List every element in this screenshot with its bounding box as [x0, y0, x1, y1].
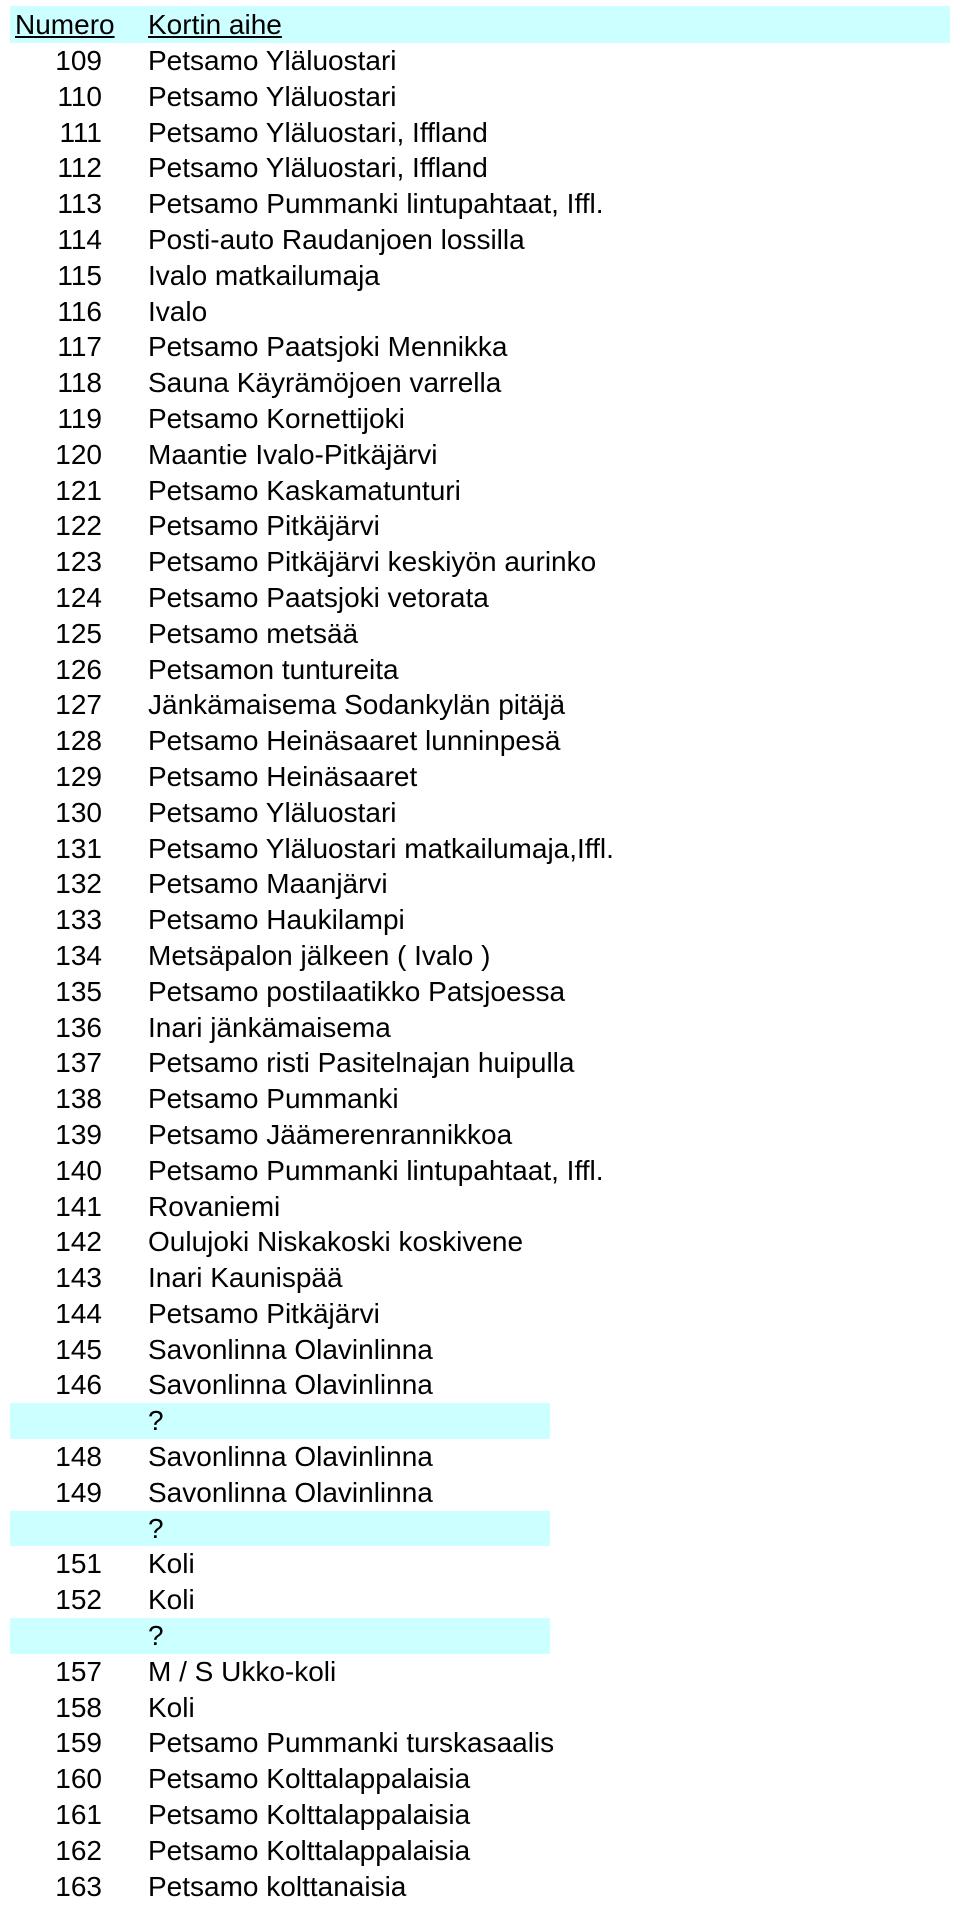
card-number: 157: [55, 1655, 102, 1687]
row-highlight: [10, 1618, 550, 1654]
card-number: 126: [55, 653, 102, 685]
card-number: 163: [55, 1870, 102, 1902]
card-number: 138: [55, 1083, 102, 1115]
card-number: 129: [55, 760, 102, 792]
card-subject: Savonlinna Olavinlinna: [148, 1333, 433, 1365]
subject-column-header: Kortin aihe: [148, 9, 282, 40]
table-row: [0, 866, 960, 902]
card-number: 125: [55, 617, 102, 649]
card-number: 140: [55, 1154, 102, 1186]
card-subject: Petsamo Kolttalappalaisia: [148, 1834, 471, 1866]
table-row: [0, 401, 960, 437]
card-number: 113: [57, 188, 102, 220]
table-row: [0, 1690, 960, 1726]
table-row: [0, 759, 960, 795]
table-row: [0, 150, 960, 186]
table-row: [0, 1475, 960, 1511]
rows-container: [0, 43, 960, 1904]
card-subject: Maantie Ivalo-Pitkäjärvi: [148, 438, 438, 470]
card-subject: Petsamo Pitkäjärvi keskiyön aurinko: [148, 546, 597, 578]
table-row: [0, 1153, 960, 1189]
card-subject: Petsamo Heinäsaaret: [148, 760, 418, 792]
table-row: [0, 365, 960, 401]
card-number: 131: [55, 832, 102, 864]
card-subject: Koli: [148, 1584, 195, 1616]
card-number: 110: [57, 80, 102, 112]
card-number: 116: [57, 295, 102, 327]
card-number: 143: [55, 1262, 102, 1294]
table-row: [0, 1833, 960, 1869]
table-row: [0, 508, 960, 544]
table-row: [0, 1869, 960, 1905]
table-row: [0, 1367, 960, 1403]
card-subject: Petsamo Paatsjoki Mennikka: [148, 331, 508, 363]
card-subject: Petsamo Heinäsaaret lunninpesä: [148, 725, 561, 757]
card-subject: Petsamo kolttanaisia: [148, 1870, 407, 1902]
card-subject: Petsamo Yläluostari matkailumaja,Iffl.: [148, 832, 614, 864]
number-column-header: Numero: [15, 9, 115, 40]
card-subject: Petsamo Kornettijoki: [148, 402, 405, 434]
table-row: [0, 1224, 960, 1260]
card-subject: Petsamo Yläluostari, Iffland: [148, 116, 488, 148]
card-subject: Petsamo risti Pasitelnajan huipulla: [148, 1047, 575, 1079]
table-row: [0, 115, 960, 151]
card-subject: Petsamo Pummanki lintupahtaat, Iffl.: [148, 1154, 604, 1186]
card-number: 120: [55, 438, 102, 470]
card-subject: Petsamo Kaskamatunturi: [148, 474, 461, 506]
card-number: 133: [55, 904, 102, 936]
table-row: [0, 1439, 960, 1475]
card-number: 145: [55, 1333, 102, 1365]
card-number: 148: [55, 1441, 102, 1473]
card-number: 123: [55, 546, 102, 578]
card-subject: Petsamo Yläluostari: [148, 796, 397, 828]
row-highlight: [10, 1511, 550, 1547]
card-number: 121: [55, 474, 102, 506]
card-subject: Petsamo Pummanki lintupahtaat, Iffl.: [148, 188, 604, 220]
table-row: [0, 902, 960, 938]
card-subject: Koli: [148, 1548, 195, 1580]
table-row: [0, 652, 960, 688]
card-subject: Ivalo matkailumaja: [148, 259, 380, 291]
card-subject: ?: [148, 1405, 164, 1437]
row-highlight: [10, 1403, 550, 1439]
card-number: 118: [57, 367, 102, 399]
card-subject: Posti-auto Raudanjoen lossilla: [148, 223, 525, 255]
table-row: [0, 1081, 960, 1117]
card-subject: Petsamo Pitkäjärvi: [148, 510, 380, 542]
card-subject: M / S Ukko-koli: [148, 1655, 337, 1687]
card-number: 142: [55, 1226, 102, 1258]
postcard-list: [0, 6, 960, 1904]
table-row: [0, 1189, 960, 1225]
table-row: [0, 222, 960, 258]
table-row: [0, 1010, 960, 1046]
table-row: [0, 1725, 960, 1761]
card-subject: Petsamo Jäämerenrannikkoa: [148, 1118, 513, 1150]
table-row: [0, 687, 960, 723]
card-number: 128: [55, 725, 102, 757]
card-number: 124: [55, 581, 102, 613]
table-row: [0, 544, 960, 580]
header-row: [0, 6, 960, 43]
card-number: 151: [55, 1548, 102, 1580]
card-subject: Petsamo postilaatikko Patsjoessa: [148, 975, 566, 1007]
card-subject: Metsäpalon jälkeen ( Ivalo ): [148, 939, 491, 971]
table-row: [0, 938, 960, 974]
card-number: 111: [59, 116, 102, 148]
table-row: [0, 1260, 960, 1296]
card-subject: Petsamo Yläluostari: [148, 80, 397, 112]
table-row: [0, 1797, 960, 1833]
table-row: [0, 1117, 960, 1153]
card-subject: Savonlinna Olavinlinna: [148, 1369, 433, 1401]
card-subject: Jänkämaisema Sodankylän pitäjä: [148, 689, 566, 721]
table-row: [0, 1761, 960, 1797]
card-subject: Petsamo Kolttalappalaisia: [148, 1763, 471, 1795]
card-subject: Savonlinna Olavinlinna: [148, 1476, 433, 1508]
card-number: 141: [55, 1190, 102, 1222]
table-row: [0, 473, 960, 509]
table-row: [0, 1045, 960, 1081]
card-number: 117: [57, 331, 102, 363]
card-subject: Koli: [148, 1691, 195, 1723]
card-number: 152: [55, 1584, 102, 1616]
card-subject: Inari Kaunispää: [148, 1262, 343, 1294]
unknown-row: [0, 1618, 960, 1654]
table-row: [0, 723, 960, 759]
table-row: [0, 580, 960, 616]
card-number: 144: [55, 1297, 102, 1329]
table-row: [0, 1546, 960, 1582]
card-subject: Petsamo metsää: [148, 617, 359, 649]
table-row: [0, 294, 960, 330]
table-row: [0, 437, 960, 473]
card-number: 127: [55, 689, 102, 721]
unknown-row: [0, 1403, 960, 1439]
card-number: 114: [57, 223, 102, 255]
card-subject: Petsamo Pitkäjärvi: [148, 1297, 380, 1329]
table-row: [0, 186, 960, 222]
unknown-row: [0, 1511, 960, 1547]
card-subject: Sauna Käyrämöjoen varrella: [148, 367, 502, 399]
card-subject: Petsamo Haukilampi: [148, 904, 405, 936]
card-subject: Savonlinna Olavinlinna: [148, 1441, 433, 1473]
card-number: 119: [57, 402, 102, 434]
card-subject: Petsamo Paatsjoki vetorata: [148, 581, 489, 613]
card-number: 115: [57, 259, 102, 291]
table-row: [0, 616, 960, 652]
table-row: [0, 258, 960, 294]
card-subject: Petsamo Yläluostari: [148, 45, 397, 76]
card-subject: Rovaniemi: [148, 1190, 281, 1222]
table-row: [0, 1654, 960, 1690]
card-number: 146: [55, 1369, 102, 1401]
card-number: 109: [55, 45, 102, 76]
card-number: 122: [55, 510, 102, 542]
table-row: [0, 795, 960, 831]
table-row: [0, 1582, 960, 1618]
card-subject: Oulujoki Niskakoski koskivene: [148, 1226, 524, 1258]
table-row: [0, 974, 960, 1010]
table-row: [0, 1296, 960, 1332]
table-row: [0, 43, 960, 79]
card-number: 136: [55, 1011, 102, 1043]
card-number: 134: [55, 939, 102, 971]
card-subject: ?: [148, 1512, 164, 1544]
card-subject: Inari jänkämaisema: [148, 1011, 391, 1043]
table-row: [0, 79, 960, 115]
table-row: [0, 329, 960, 365]
card-number: 135: [55, 975, 102, 1007]
card-number: 139: [55, 1118, 102, 1150]
card-subject: Petsamo Pummanki turskasaalis: [148, 1727, 555, 1759]
table-row: [0, 1332, 960, 1368]
card-subject: Petsamo Kolttalappalaisia: [148, 1799, 471, 1831]
card-number: 137: [55, 1047, 102, 1079]
card-number: 160: [55, 1763, 102, 1795]
card-subject: Petsamon tuntureita: [148, 653, 399, 685]
card-number: 159: [55, 1727, 102, 1759]
card-number: 158: [55, 1691, 102, 1723]
card-subject: ?: [148, 1620, 164, 1652]
card-number: 130: [55, 796, 102, 828]
card-number: 112: [57, 152, 102, 184]
table-row: [0, 831, 960, 867]
card-number: 149: [55, 1476, 102, 1508]
card-number: 132: [55, 868, 102, 900]
card-subject: Petsamo Pummanki: [148, 1083, 399, 1115]
card-subject: Ivalo: [148, 295, 208, 327]
card-subject: Petsamo Maanjärvi: [148, 868, 388, 900]
card-subject: Petsamo Yläluostari, Iffland: [148, 152, 488, 184]
card-number: 161: [55, 1799, 102, 1831]
card-number: 162: [55, 1834, 102, 1866]
